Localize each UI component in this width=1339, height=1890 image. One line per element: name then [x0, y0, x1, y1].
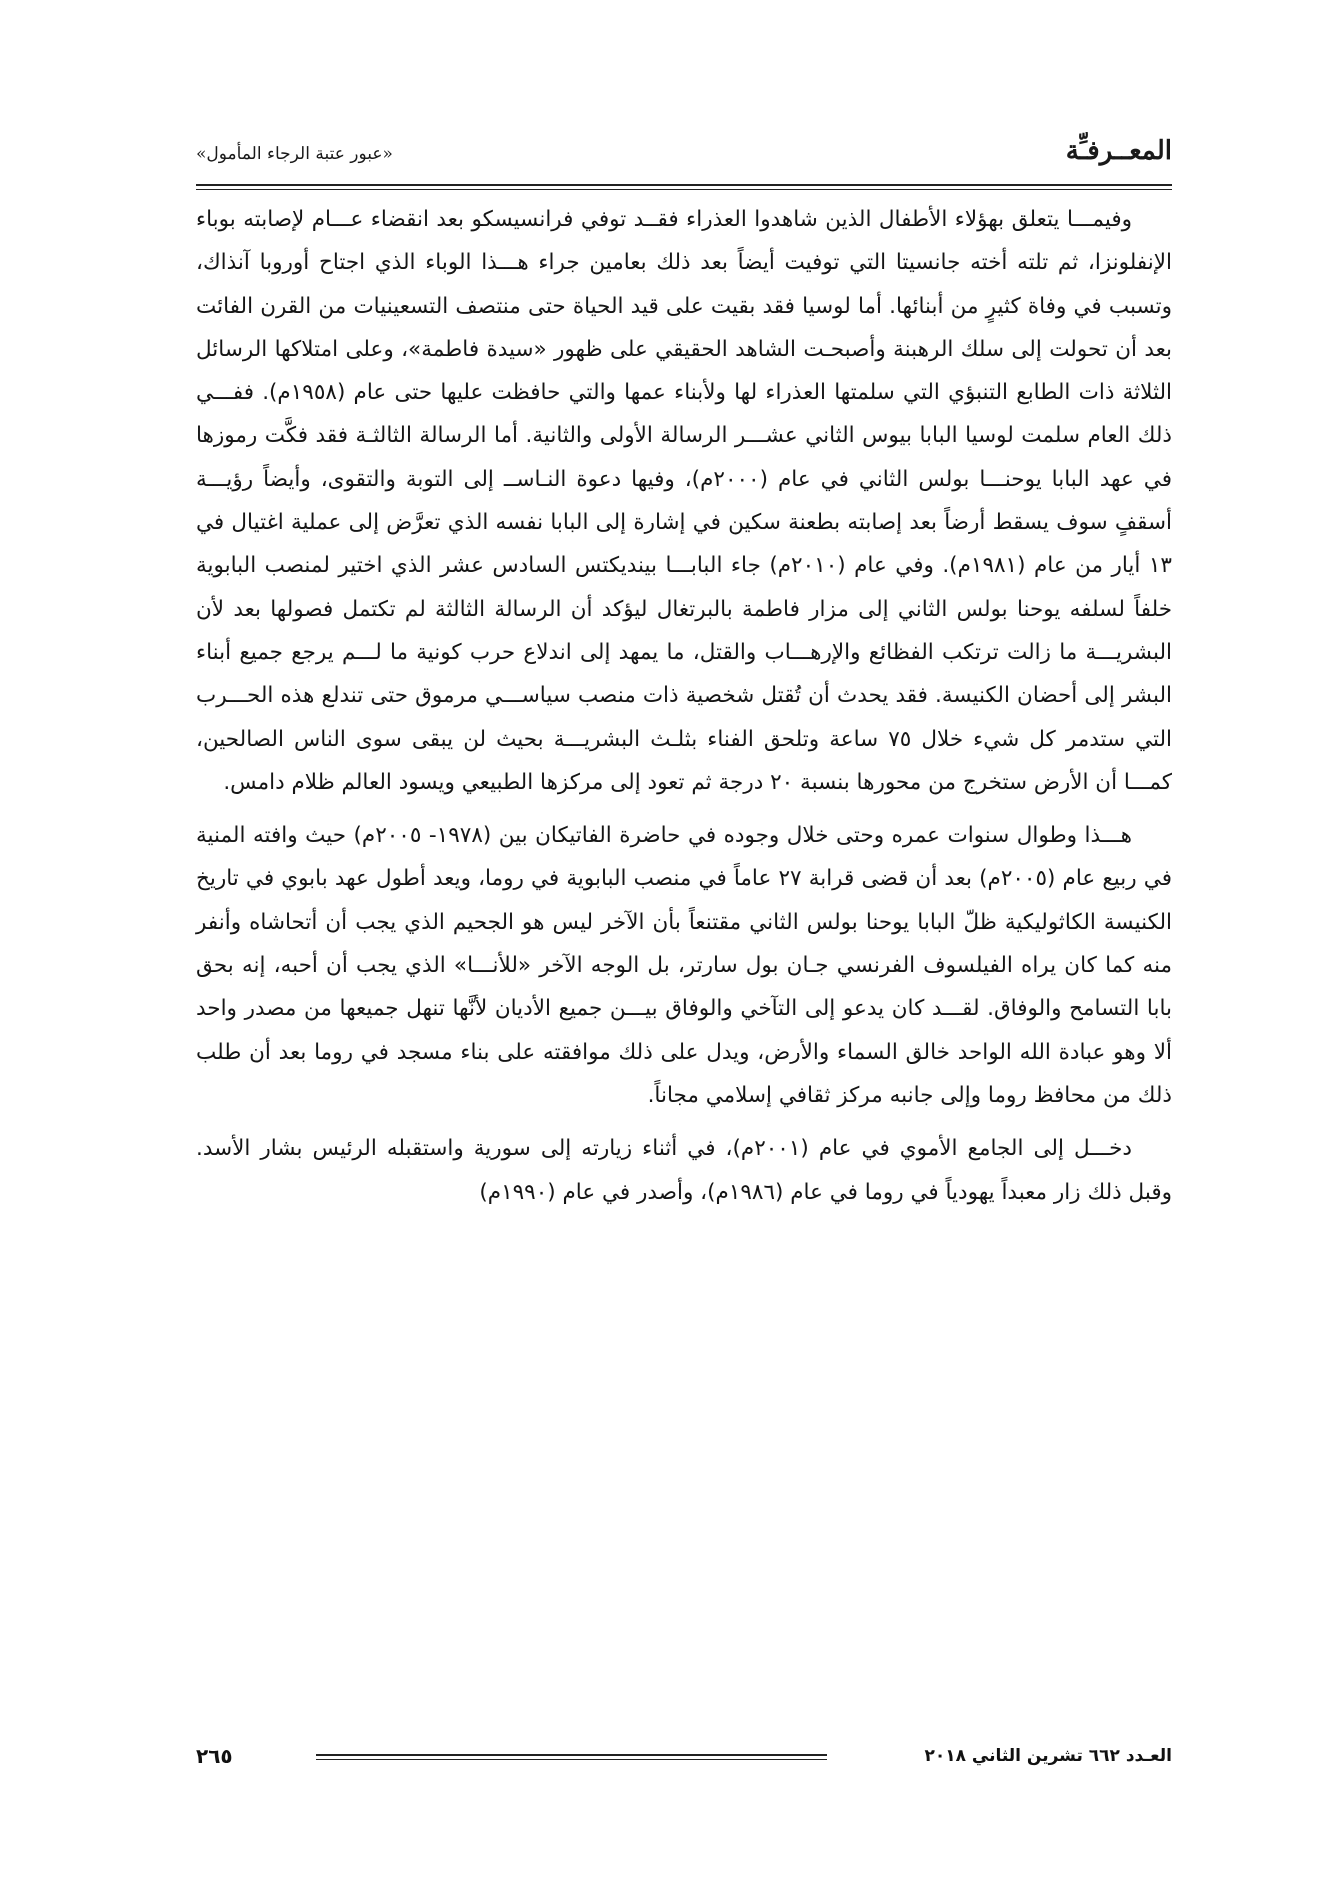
paragraph: هـــذا وطوال سنوات عمره وحتى خلال وجوده في حاضرة الفاتيكان بين (١٩٧٨- ٢٠٠٥م) حيث وافته المنية في ربيع عام (٢٠٠٥م) بعد أن قضى قرابة ٢٧ عاماً في منصب البابوية في روما، ويعد أطول عهد بابوي في تاريخ الكنيسة الكاثوليكية ظلّ البابا يوحنا بولس الثاني مقتنعاً بأن الآخر ليس هو الجحيم الذي يجب أن أتحاشاه وأنفر منه كما كان يراه الفيلسوف الفرنسي جـان بول سارتر، بل الوجه الآخر «للأنـــا» الذي يجب أن أحبه، إنه بحق بابا التسامح والوفاق. لقـــد كان يدعو إلى التآخي والوفاق بيـــن جميع الأديان لأنَّها تنهل جميعها من مصدر واحد ألا وهو عبادة الله الواحد خالق السماء والأرض، ويدل على ذلك موافقته على بناء مسجد في روما بعد أن طلب ذلك من محافظ روما وإلى جانبه مركز ثقافي إسلامي مجاناً. — [196, 823, 1172, 1108]
page-footer — [196, 1740, 1172, 1780]
header-divider — [196, 184, 1172, 190]
footer-divider — [316, 1754, 827, 1760]
running-header — [196, 130, 1172, 182]
paragraph: دخـــل إلى الجامع الأموي في عام (٢٠٠١م)، في أثناء زيارته إلى سورية واستقبله الرئيس بشار الأسد. وقبل ذلك زار معبداً يهودياً في روما في عام (١٩٨٦م)، وأصدر في عام (١٩٩٠م) — [196, 1136, 1172, 1205]
article-title: «عبور عتبة الرجاء المأمول» — [196, 144, 393, 164]
paragraph: وفيمـــا يتعلق بهؤلاء الأطفال الذين شاهدوا العذراء فقــد توفي فرانسيسكو بعد انقضاء عـــام لإصابته بوباء الإنفلونزا، ثم تلته أخته جانسيتا التي توفيت أيضاً بعد ذلك بعامين جراء هـــذا الوباء الذي اجتاح أوروبا آنذاك، وتسبب في وفاة كثيرٍ من أبنائها. أما لوسيا فقد بقيت على قيد الحياة حتى منتصف التسعينيات من القرن الفائت بعد أن تحولت إلى سلك الرهبنة وأصبحـت الشاهد الحقيقي على ظهور «سيدة فاطمة»، وعلى امتلاكها الرسائل الثلاثة ذات الطابع التنبؤي التي سلمتها العذراء لها ولأبناء عمها والتي حافظت عليها حتى عام (١٩٥٨م). ففـــي ذلك العام سلمت لوسيا البابا بيوس الثاني عشـــر الرسالة الأولى والثانية. أما الرسالة الثالثـة فقد فكَّت رموزها في عهد البابا يوحنـــا بولس الثاني في عام (٢٠٠٠م)، وفيها دعوة النـاســ إلى التوبة والتقوى، وأيضاً رؤيـــة أسقفٍ سوف يسقط أرضاً بعد إصابته بطعنة سكين في إشارة إلى البابا نفسه الذي تعرَّض إلى عملية اغتيال في ١٣ أيار من عام (١٩٨١م). وفي عام (٢٠١٠م) جاء البابـــا بينديكتس السادس عشر الذي اختير لمنصب البابوية خلفاً لسلفه يوحنا بولس الثاني إلى مزار فاطمة بالبرتغال ليؤكد أن الرسالة الثالثة لم تكتمل فصولها بعد لأن البشريـــة ما زالت ترتكب الفظائع والإرهـــاب والقتل، ما يمهد إلى اندلاع حرب كونية ما لـــم يرجع جميع أبناء البشر إلى أحضان الكنيسة. فقد يحدث أن تُقتل شخصية ذات منصب سياســـي مرموق حتى تندلع هذه الحـــرب التي ستدمر كل شيء خلال ٧٥ ساعة وتلحق الفناء بثلـث البشريـــة بحيث لن يبقى سوى الناس الصالحين، كمـــا أن الأرض ستخرج من محورها بنسبة ٢٠ درجة ثم تعود إلى مركزها الطبيعي ويسود العالم ظلام دامس. — [196, 207, 1172, 795]
issue-info: العـدد ٦٦٢ تشرين الثاني ٢٠١٨ — [924, 1746, 1172, 1766]
journal-name: المعــرفـِّة — [1065, 136, 1172, 166]
page-number: ٢٦٥ — [196, 1744, 233, 1768]
article-body — [196, 198, 1172, 1214]
